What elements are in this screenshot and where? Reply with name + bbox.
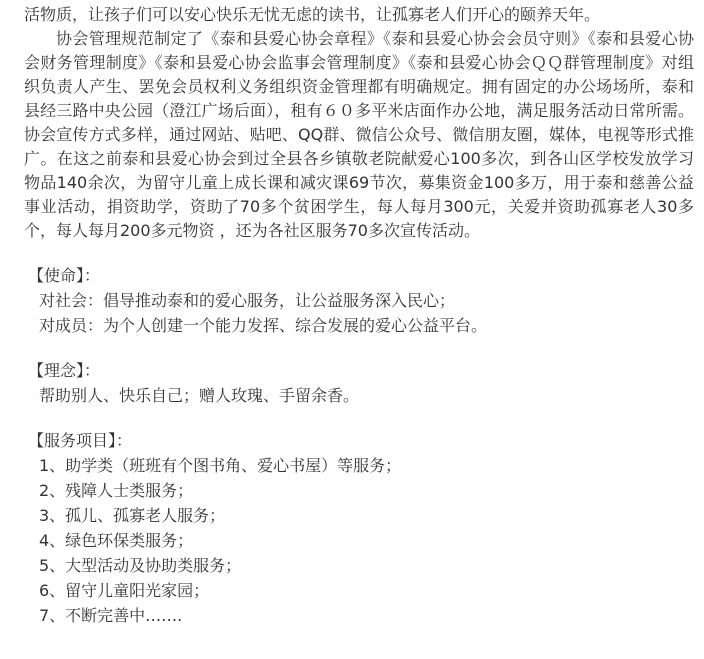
intro-continuation: 活物质，让孩子们可以安心快乐无忧无虑的读书，让孤寡老人们开心的颐养天年。	[24, 5, 601, 24]
philosophy-section	[24, 359, 694, 408]
philosophy-title: 【理念】：	[28, 361, 101, 380]
mission-section	[24, 264, 694, 338]
service-item: 6、留守儿童阳光家园；	[39, 581, 210, 600]
services-section	[24, 429, 694, 628]
service-item: 5、大型活动及协助类服务；	[39, 556, 242, 575]
service-item: 3、孤儿、孤寡老人服务；	[39, 506, 226, 525]
intro-text	[24, 0, 694, 243]
mission-members: 对成员：为个人创建一个能力发挥、综合发展的爱心公益平台。	[39, 316, 488, 335]
intro-paragraph: 协会管理规范制定了《泰和县爱心协会章程》《泰和县爱心协会会员守则》《泰和县爱心协会财务管理制度》《泰和县爱心协会监事会管理制度》《泰和县爱心协会ＱＱ群管理制度》对组织负责人产生、罢免会员权利义务组织资金管理都有明确规定。拥有固定的办公场场所，泰和县经三路中央公园（澄江广场后面），租有６０多平米店面作办公地，满足服务活动日常所需。协会宣传方式多样，通过网站、贴吧、QQ群、微信公众号、微信朋友圈，媒体，电视等形式推广。在这之前泰和县爱心协会到过全县各乡镇敬老院献爱心100多次，到各山区学校发放学习物品140余次，为留守儿童上成长课和减灾课69节次，募集资金100多万，用于泰和慈善公益事业活动，捐资助学，资助了70多个贫困学生，每人每月300元，关爱并资助孤寡老人30多个，每人每月200多元物资 ，还为各社区服务70多次宣传活动。	[24, 29, 694, 240]
mission-society: 对社会：倡导推动泰和的爱心服务，让公益服务深入民心；	[39, 291, 456, 310]
services-title: 【服务项目】：	[28, 431, 133, 450]
service-item: 4、绿色环保类服务；	[39, 531, 194, 550]
mission-title: 【使命】：	[28, 266, 101, 285]
service-item: 2、残障人士类服务；	[39, 481, 194, 500]
service-item: 1、助学类（班班有个图书角、爱心书屋）等服务；	[39, 456, 402, 475]
philosophy-text: 帮助别人、快乐自己；赠人玫瑰、手留余香。	[39, 386, 360, 405]
service-item: 7、不断完善中…….	[39, 606, 183, 625]
